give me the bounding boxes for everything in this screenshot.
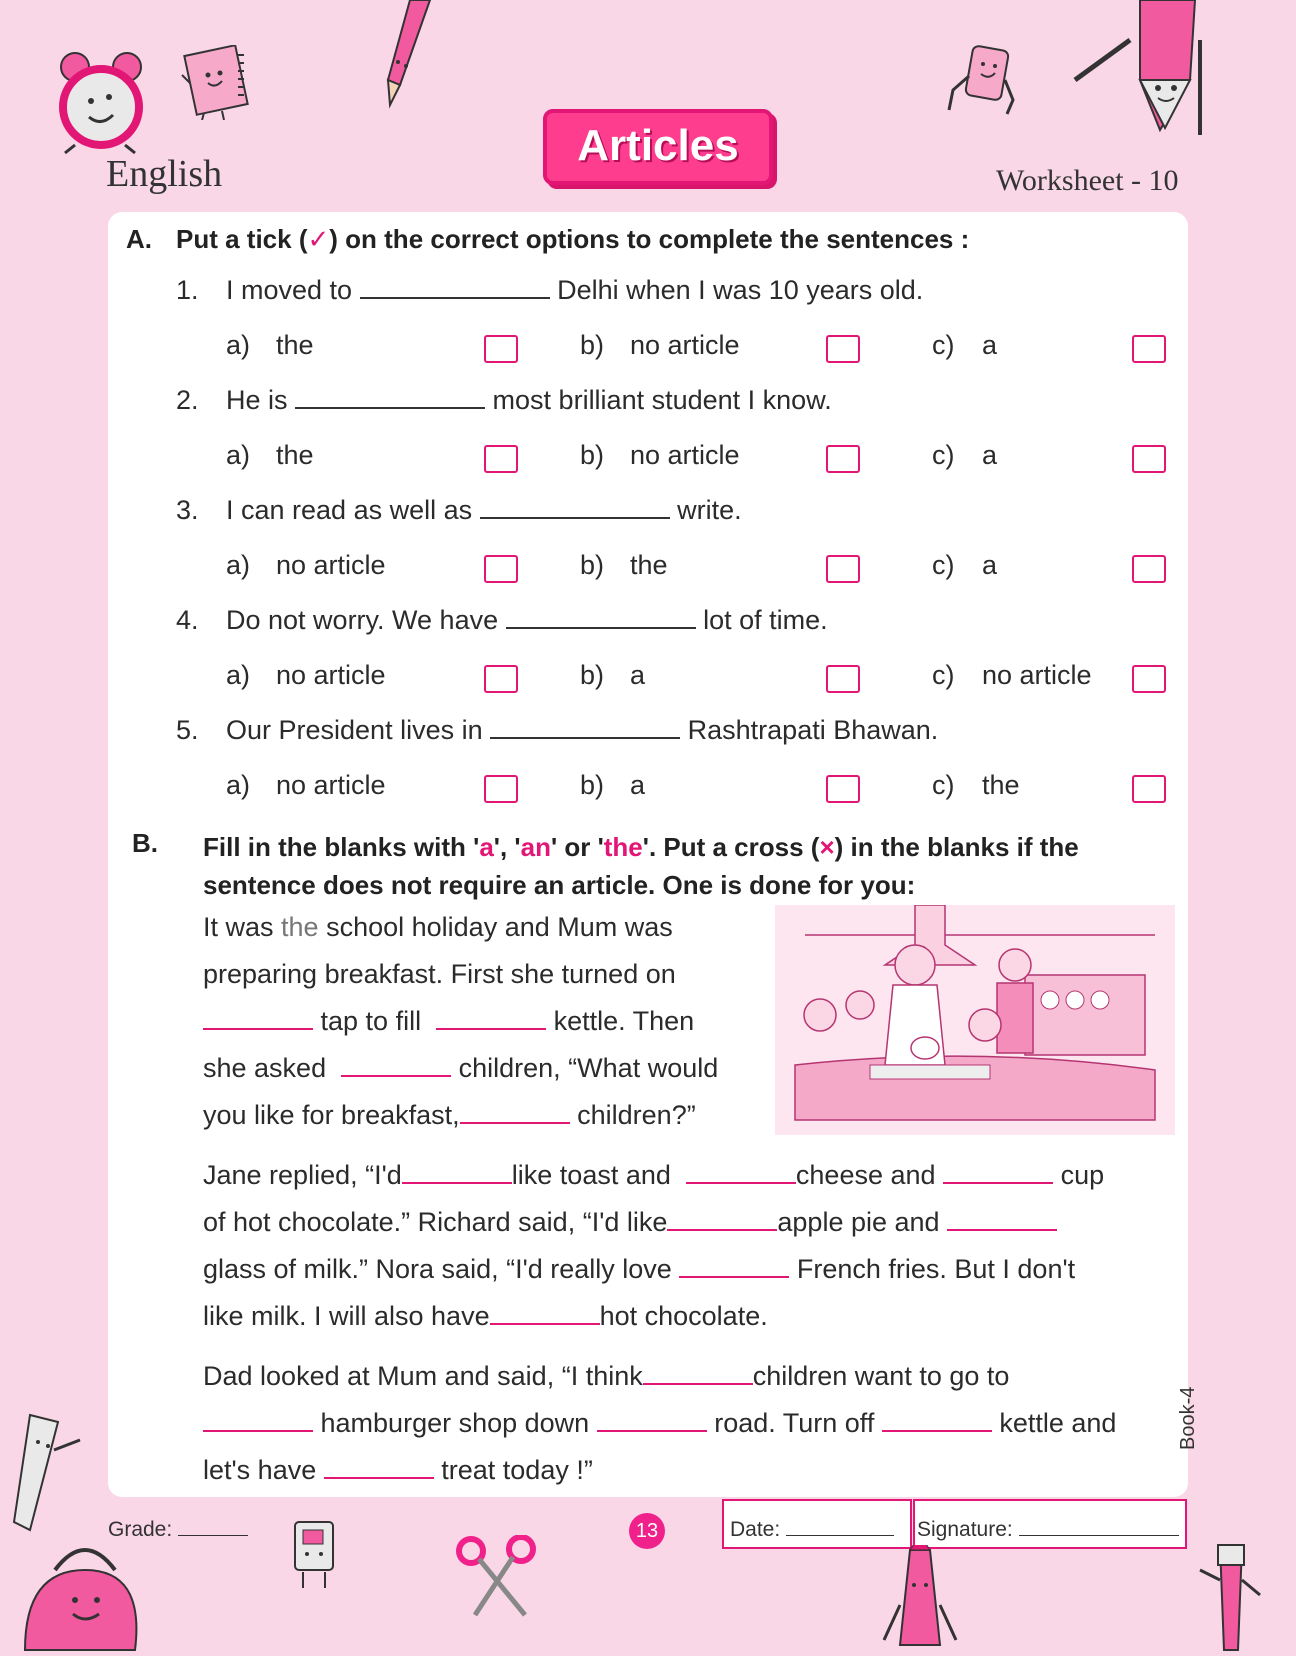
option-text: no article (982, 660, 1092, 690)
answer-blank[interactable] (490, 1301, 600, 1325)
text: school holiday and Mum was (318, 912, 673, 942)
option-letter: a) (226, 660, 251, 690)
text: It was (203, 912, 282, 942)
option-text: the (276, 330, 314, 360)
text: hot chocolate. (599, 1301, 768, 1331)
instruction-text: sentence does not require an article. One is done for you: (203, 870, 916, 900)
sentence-part: Rashtrapati Bhawan. (687, 715, 939, 745)
answer-blank[interactable] (203, 1408, 313, 1432)
option-text: no article (276, 770, 386, 800)
answer-blank[interactable] (324, 1455, 434, 1479)
worksheet-number: Worksheet - 10 (996, 164, 1179, 197)
text: cup (1060, 1160, 1105, 1190)
signature-label: Signature: (917, 1518, 1013, 1541)
text: kettle. Then (553, 1006, 695, 1036)
article-the: the (603, 832, 643, 862)
option-text: the (276, 440, 314, 470)
sentence-part: I moved to (226, 275, 353, 305)
answer-blank[interactable] (679, 1254, 789, 1278)
option-letter: b) (580, 330, 605, 360)
option-letter: a) (226, 330, 251, 360)
question-sentence (226, 385, 832, 416)
sentence-part: Our President lives in (226, 715, 483, 745)
option-checkbox[interactable] (1132, 775, 1166, 803)
text: Jane replied, “I'd (203, 1160, 402, 1190)
question-number: 3. (176, 495, 199, 525)
text: cheese and (795, 1160, 936, 1190)
answer-blank[interactable] (341, 1053, 451, 1077)
text: hamburger shop down (320, 1408, 590, 1438)
paragraph-2-line (203, 1293, 768, 1340)
option-checkbox[interactable] (826, 775, 860, 803)
paragraph-1-line: preparing breakfast. First she turned on (203, 959, 676, 989)
answer-blank[interactable] (643, 1361, 753, 1385)
option-text: a (982, 440, 998, 470)
grade-input[interactable] (178, 1521, 248, 1536)
answer-blank[interactable] (947, 1207, 1057, 1231)
date-input[interactable] (786, 1521, 894, 1536)
option-checkbox[interactable] (826, 555, 860, 583)
page-number: 13 (629, 1513, 665, 1549)
sentence-part: lot of time. (703, 605, 828, 635)
sentence-part: Do not worry. We have (226, 605, 499, 635)
answer-blank[interactable] (460, 1100, 570, 1124)
text: French fries. But I don't (796, 1254, 1076, 1284)
option-checkbox[interactable] (484, 555, 518, 583)
option-letter: b) (580, 440, 605, 470)
alarm-clock-icon (55, 45, 150, 155)
answer-blank[interactable] (360, 275, 550, 299)
question-sentence (226, 605, 828, 636)
answer-blank[interactable] (402, 1160, 512, 1184)
option-letter: b) (580, 770, 605, 800)
sentence-part: Delhi when I was 10 years old. (557, 275, 924, 305)
option-checkbox[interactable] (484, 665, 518, 693)
paragraph-3-line (203, 1447, 593, 1494)
subject-label: English (106, 153, 223, 195)
option-letter: a) (226, 440, 251, 470)
signature-field (917, 1518, 1179, 1542)
date-label: Date: (730, 1518, 781, 1541)
text: Dad looked at Mum and said, “I think (203, 1361, 643, 1391)
answer-blank[interactable] (686, 1160, 796, 1184)
bag-icon (15, 1520, 155, 1656)
option-checkbox[interactable] (1132, 335, 1166, 363)
option-text: a (982, 330, 998, 360)
option-checkbox[interactable] (826, 665, 860, 693)
instruction-text: Fill in the blanks with ' (203, 832, 480, 862)
notebook-icon (178, 45, 258, 120)
text: like toast and (511, 1160, 671, 1190)
paragraph-3-line (203, 1400, 1116, 1447)
date-field (730, 1518, 894, 1542)
example-answer: the (281, 912, 319, 942)
instruction-text: Put a tick ( (176, 224, 308, 254)
text: tap to fill (320, 1006, 422, 1036)
option-checkbox[interactable] (484, 445, 518, 473)
text: children, “What would (458, 1053, 719, 1083)
sharpener-icon (285, 1520, 345, 1590)
text: road. Turn off (714, 1408, 875, 1438)
text: children want to go to (752, 1361, 1010, 1391)
sentence-part: I can read as well as (226, 495, 473, 525)
paragraph-2-line (203, 1246, 1075, 1293)
option-letter: b) (580, 660, 605, 690)
option-text: the (982, 770, 1020, 800)
option-text: no article (630, 440, 740, 470)
option-letter: c) (932, 770, 955, 800)
answer-blank[interactable] (506, 605, 696, 629)
option-letter: c) (932, 550, 955, 580)
text: treat today !” (441, 1455, 593, 1485)
pen-icon (1190, 1540, 1270, 1656)
answer-blank[interactable] (436, 1006, 546, 1030)
option-text: no article (276, 660, 386, 690)
question-sentence (226, 495, 742, 526)
question-number: 4. (176, 605, 199, 635)
answer-blank[interactable] (597, 1408, 707, 1432)
tick-icon: ✓ (307, 224, 330, 254)
answer-blank[interactable] (667, 1207, 777, 1231)
option-letter: a) (226, 770, 251, 800)
answer-blank[interactable] (882, 1408, 992, 1432)
option-letter: c) (932, 660, 955, 690)
question-number: 5. (176, 715, 199, 745)
option-checkbox[interactable] (484, 775, 518, 803)
paragraph-1-line (203, 1092, 696, 1139)
answer-blank[interactable] (490, 715, 680, 739)
text: you like for breakfast, (203, 1100, 460, 1130)
answer-blank[interactable] (943, 1160, 1053, 1184)
sentence-part: most brilliant student I know. (492, 385, 832, 415)
ruler-icon (10, 1410, 90, 1535)
option-checkbox[interactable] (484, 335, 518, 363)
instruction-text: '. Put a cross ( (642, 832, 820, 862)
section-b-instruction (203, 828, 1079, 904)
paragraph-2-line (203, 1152, 1104, 1199)
paragraph-3-line (203, 1353, 1009, 1400)
text: children?” (577, 1100, 696, 1130)
section-a-letter: A. (126, 224, 152, 254)
sentence-part: He is (226, 385, 288, 415)
text: she asked (203, 1053, 327, 1083)
paragraph-2-line (203, 1199, 1057, 1246)
signature-input[interactable] (1019, 1521, 1179, 1536)
option-letter: c) (932, 440, 955, 470)
text: like milk. I will also have (203, 1301, 490, 1331)
option-checkbox[interactable] (1132, 445, 1166, 473)
option-checkbox[interactable] (1132, 665, 1166, 693)
paragraph-1-line (203, 998, 694, 1045)
answer-blank[interactable] (203, 1006, 313, 1030)
sentence-part: write. (677, 495, 742, 525)
question-sentence (226, 275, 923, 306)
instruction-text: ', ' (493, 832, 521, 862)
answer-blank[interactable] (480, 495, 670, 519)
page-title: Articles (543, 109, 773, 185)
option-text: no article (630, 330, 740, 360)
cross-icon: × (819, 832, 835, 862)
option-letter: b) (580, 550, 605, 580)
option-text: no article (276, 550, 386, 580)
text: glass of milk.” Nora said, “I'd really love (203, 1254, 672, 1284)
question-number: 1. (176, 275, 199, 305)
book-label: Book-4 (1177, 1386, 1199, 1450)
crayon-icon (880, 1545, 960, 1656)
option-letter: c) (932, 330, 955, 360)
option-text: the (630, 550, 668, 580)
text: let's have (203, 1455, 317, 1485)
answer-blank[interactable] (295, 385, 485, 409)
eraser-icon (945, 40, 1025, 120)
pencil-character-icon (1070, 0, 1210, 140)
section-b-letter: B. (132, 828, 158, 858)
text: apple pie and (777, 1207, 940, 1237)
option-letter: a) (226, 550, 251, 580)
text: kettle and (999, 1408, 1117, 1438)
pencil-icon (380, 0, 440, 110)
paragraph-1-line (203, 904, 673, 951)
question-sentence (226, 715, 938, 746)
grade-label: Grade: (108, 1518, 173, 1541)
paragraph-1-line (203, 1045, 718, 1092)
article-an: an (520, 832, 551, 862)
section-a-instruction (176, 224, 969, 255)
option-checkbox[interactable] (1132, 555, 1166, 583)
option-checkbox[interactable] (826, 335, 860, 363)
scissors-icon (455, 1535, 540, 1620)
instruction-text: ' or ' (550, 832, 604, 862)
article-a: a (479, 832, 494, 862)
text: of hot chocolate.” Richard said, “I'd like (203, 1207, 668, 1237)
instruction-text: ) in the blanks if the (834, 832, 1079, 862)
instruction-text: ) on the correct options to complete the sentences : (329, 224, 970, 254)
option-text: a (630, 660, 646, 690)
option-text: a (630, 770, 646, 800)
option-text: a (982, 550, 998, 580)
option-checkbox[interactable] (826, 445, 860, 473)
kitchen-illustration (775, 905, 1175, 1135)
question-number: 2. (176, 385, 199, 415)
